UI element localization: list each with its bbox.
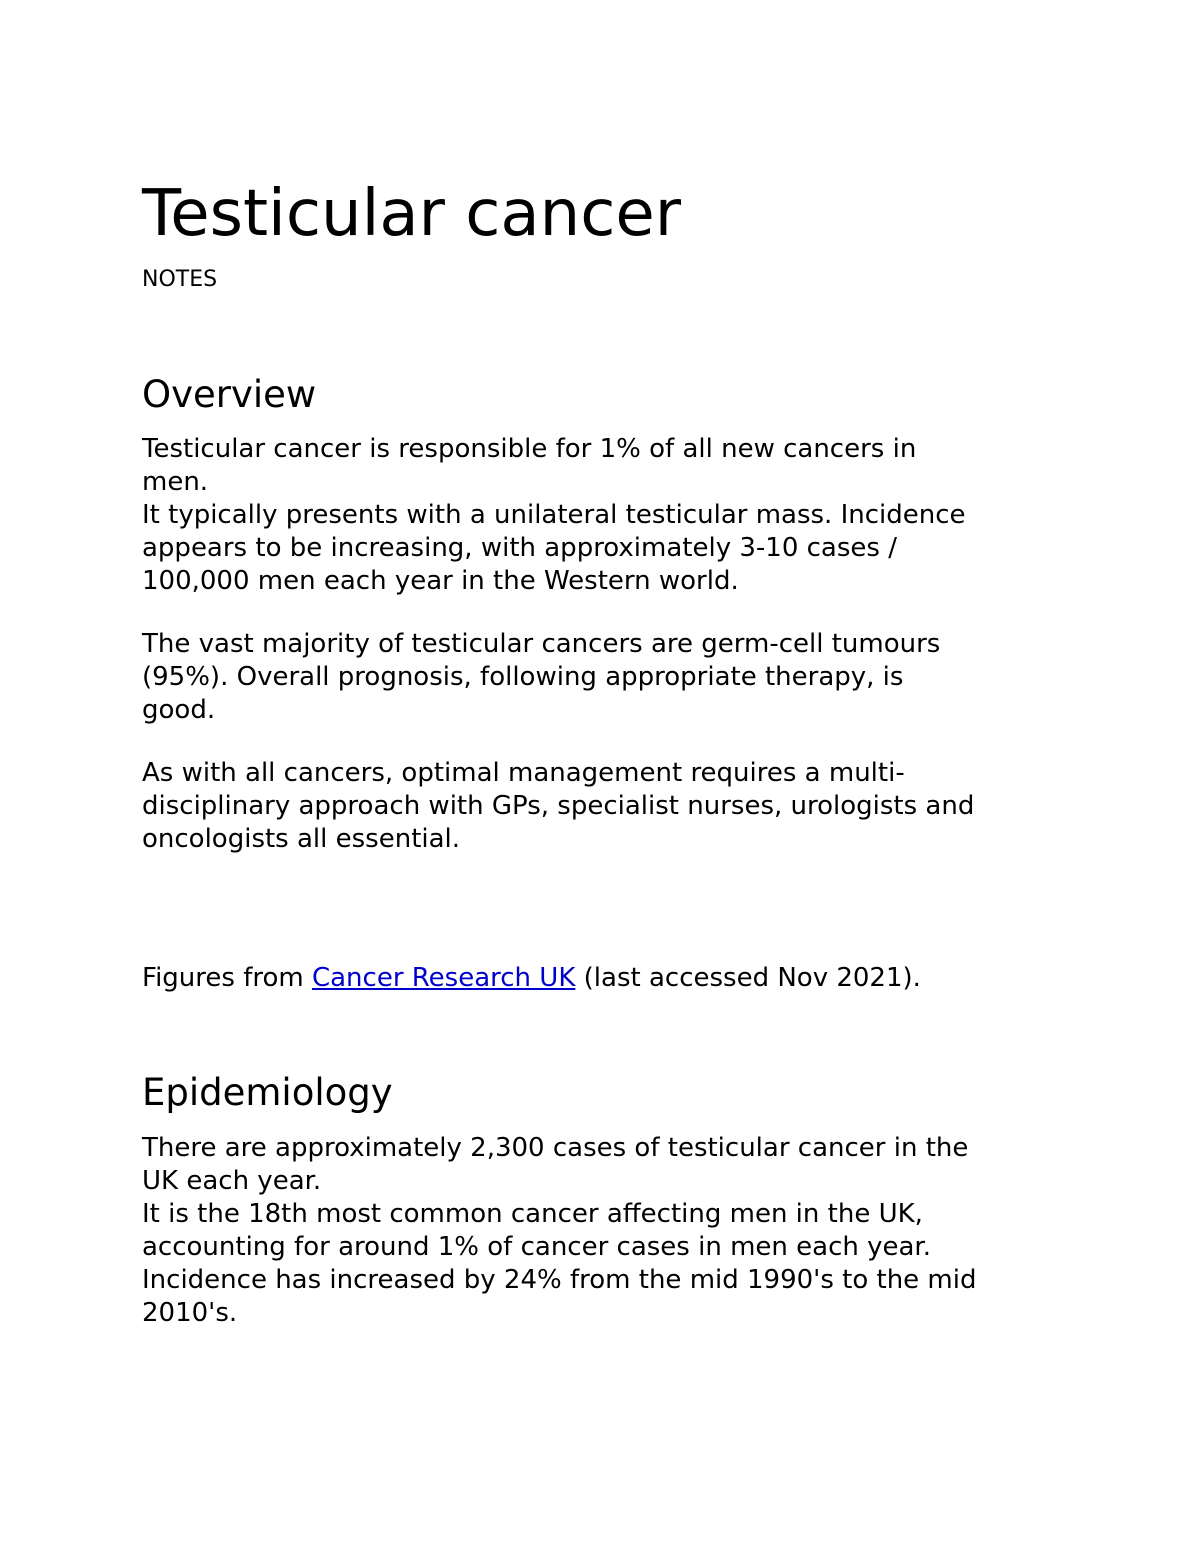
- text-line: 2010's.: [142, 1298, 238, 1328]
- text-line: accounting for around 1% of cancer cases in men each year.: [142, 1232, 932, 1262]
- figures-prefix: Figures from: [142, 963, 312, 993]
- text-line: appears to be increasing, with approximately 3-10 cases /: [142, 533, 897, 563]
- text-line: good.: [142, 695, 216, 725]
- text-line: Incidence has increased by 24% from the mid 1990's to the mid: [142, 1265, 977, 1295]
- text-line: Testicular cancer is responsible for 1% of all new cancers in: [142, 434, 917, 464]
- text-line: It is the 18th most common cancer affecting men in the UK,: [142, 1199, 923, 1229]
- figures-suffix: (last accessed Nov 2021).: [575, 963, 921, 993]
- text-line: UK each year.: [142, 1166, 322, 1196]
- overview-heading: Overview: [142, 373, 317, 416]
- text-line: It typically presents with a unilateral testicular mass. Incidence: [142, 500, 966, 530]
- text-line: 100,000 men each year in the Western world.: [142, 566, 739, 596]
- overview-paragraph-2: [142, 628, 1082, 727]
- text-line: (95%). Overall prognosis, following appropriate therapy, is: [142, 662, 904, 692]
- figures-source: [142, 962, 1082, 995]
- text-line: men.: [142, 467, 209, 497]
- text-line: As with all cancers, optimal management requires a multi-: [142, 758, 905, 788]
- page-title: Testicular cancer: [142, 177, 682, 251]
- epidemiology-paragraph-1: [142, 1132, 1082, 1330]
- text-line: oncologists all essential.: [142, 824, 461, 854]
- epidemiology-heading: Epidemiology: [142, 1071, 393, 1114]
- cancer-research-uk-link[interactable]: Cancer Research UK: [311, 963, 576, 993]
- text-line: disciplinary approach with GPs, specialist nurses, urologists and: [142, 791, 975, 821]
- overview-paragraph-3: [142, 757, 1082, 856]
- text-line: The vast majority of testicular cancers are germ-cell tumours: [142, 629, 941, 659]
- page-subtitle: NOTES: [142, 267, 218, 292]
- figures-source-line: [142, 962, 1082, 995]
- overview-paragraph-1: [142, 433, 1082, 598]
- text-line: There are approximately 2,300 cases of testicular cancer in the: [142, 1133, 969, 1163]
